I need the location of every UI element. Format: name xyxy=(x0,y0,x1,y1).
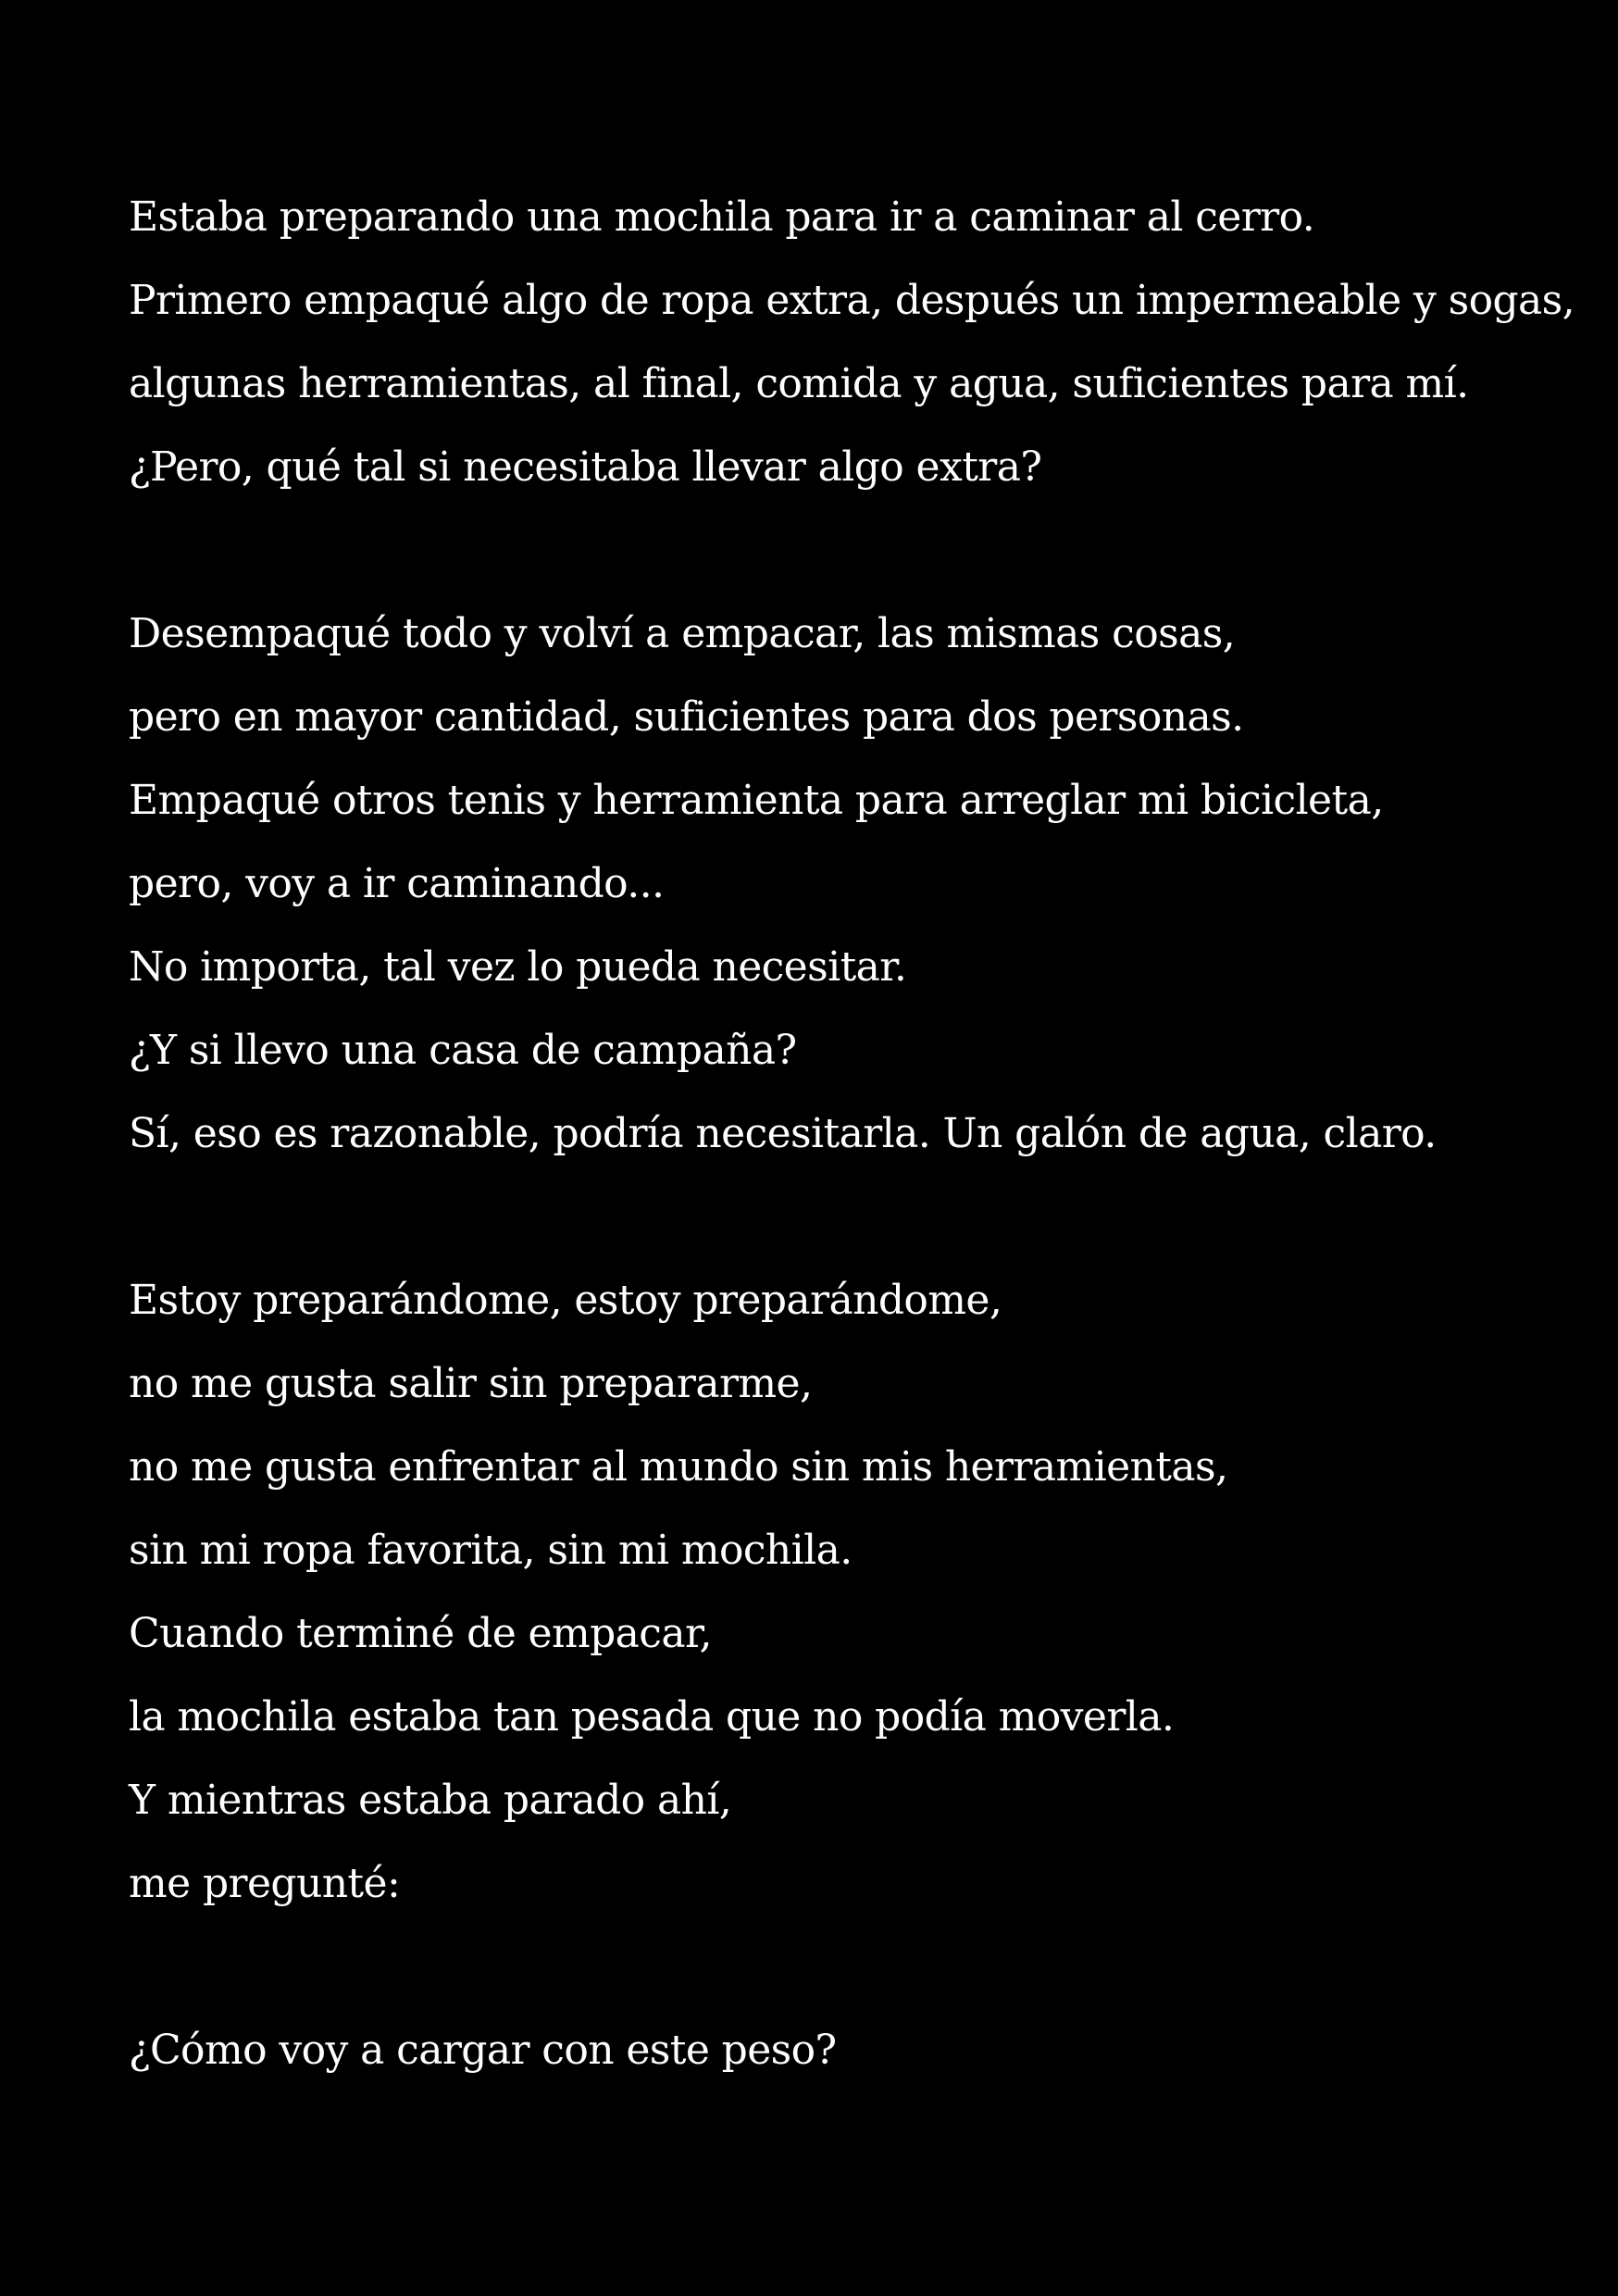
poem-line: ¿Pero, qué tal si necesitaba llevar algo extra? xyxy=(129,443,1042,491)
poem-line: no me gusta enfrentar al mundo sin mis herramientas, xyxy=(129,1443,1228,1491)
poem-line: Empaqué otros tenis y herramienta para arreglar mi bicicleta, xyxy=(129,777,1384,824)
poem-line: Primero empaqué algo de ropa extra, después un impermeable y sogas, xyxy=(129,277,1575,324)
poem-line: pero en mayor cantidad, suficientes para dos personas. xyxy=(129,693,1244,741)
poem-line: algunas herramientas, al final, comida y agua, suficientes para mí. xyxy=(129,360,1469,407)
poem-line: No importa, tal vez lo pueda necesitar. xyxy=(129,943,907,991)
poem-line: pero, voy a ir caminando... xyxy=(129,860,665,907)
poem-line: Cuando terminé de empacar, xyxy=(129,1610,712,1657)
poem-line: Estaba preparando una mochila para ir a caminar al cerro. xyxy=(129,193,1315,241)
poem-line-final-question: ¿Cómo voy a cargar con este peso? xyxy=(129,2027,837,2074)
stanza-1 xyxy=(129,176,1573,509)
poem-line: Estoy preparándome, estoy preparándome, xyxy=(129,1277,1002,1324)
poem-line: Y mientras estaba parado ahí, xyxy=(129,1777,732,1824)
stanza-4 xyxy=(129,2009,1573,2092)
poem-line: no me gusta salir sin prepararme, xyxy=(129,1360,813,1407)
poem-line: sin mi ropa favorita, sin mi mochila. xyxy=(129,1527,853,1574)
stanza-3 xyxy=(129,1259,1573,1926)
poem-line: la mochila estaba tan pesada que no podía moverla. xyxy=(129,1693,1175,1741)
poem-page xyxy=(129,176,1573,2092)
poem-line: me pregunté: xyxy=(129,1860,401,1907)
poem-line: Sí, eso es razonable, podría necesitarla. Un galón de agua, claro. xyxy=(129,1110,1437,1157)
poem-line: ¿Y si llevo una casa de campaña? xyxy=(129,1027,797,1074)
stanza-2 xyxy=(129,593,1573,1176)
poem-line: Desempaqué todo y volví a empacar, las mismas cosas, xyxy=(129,610,1236,657)
